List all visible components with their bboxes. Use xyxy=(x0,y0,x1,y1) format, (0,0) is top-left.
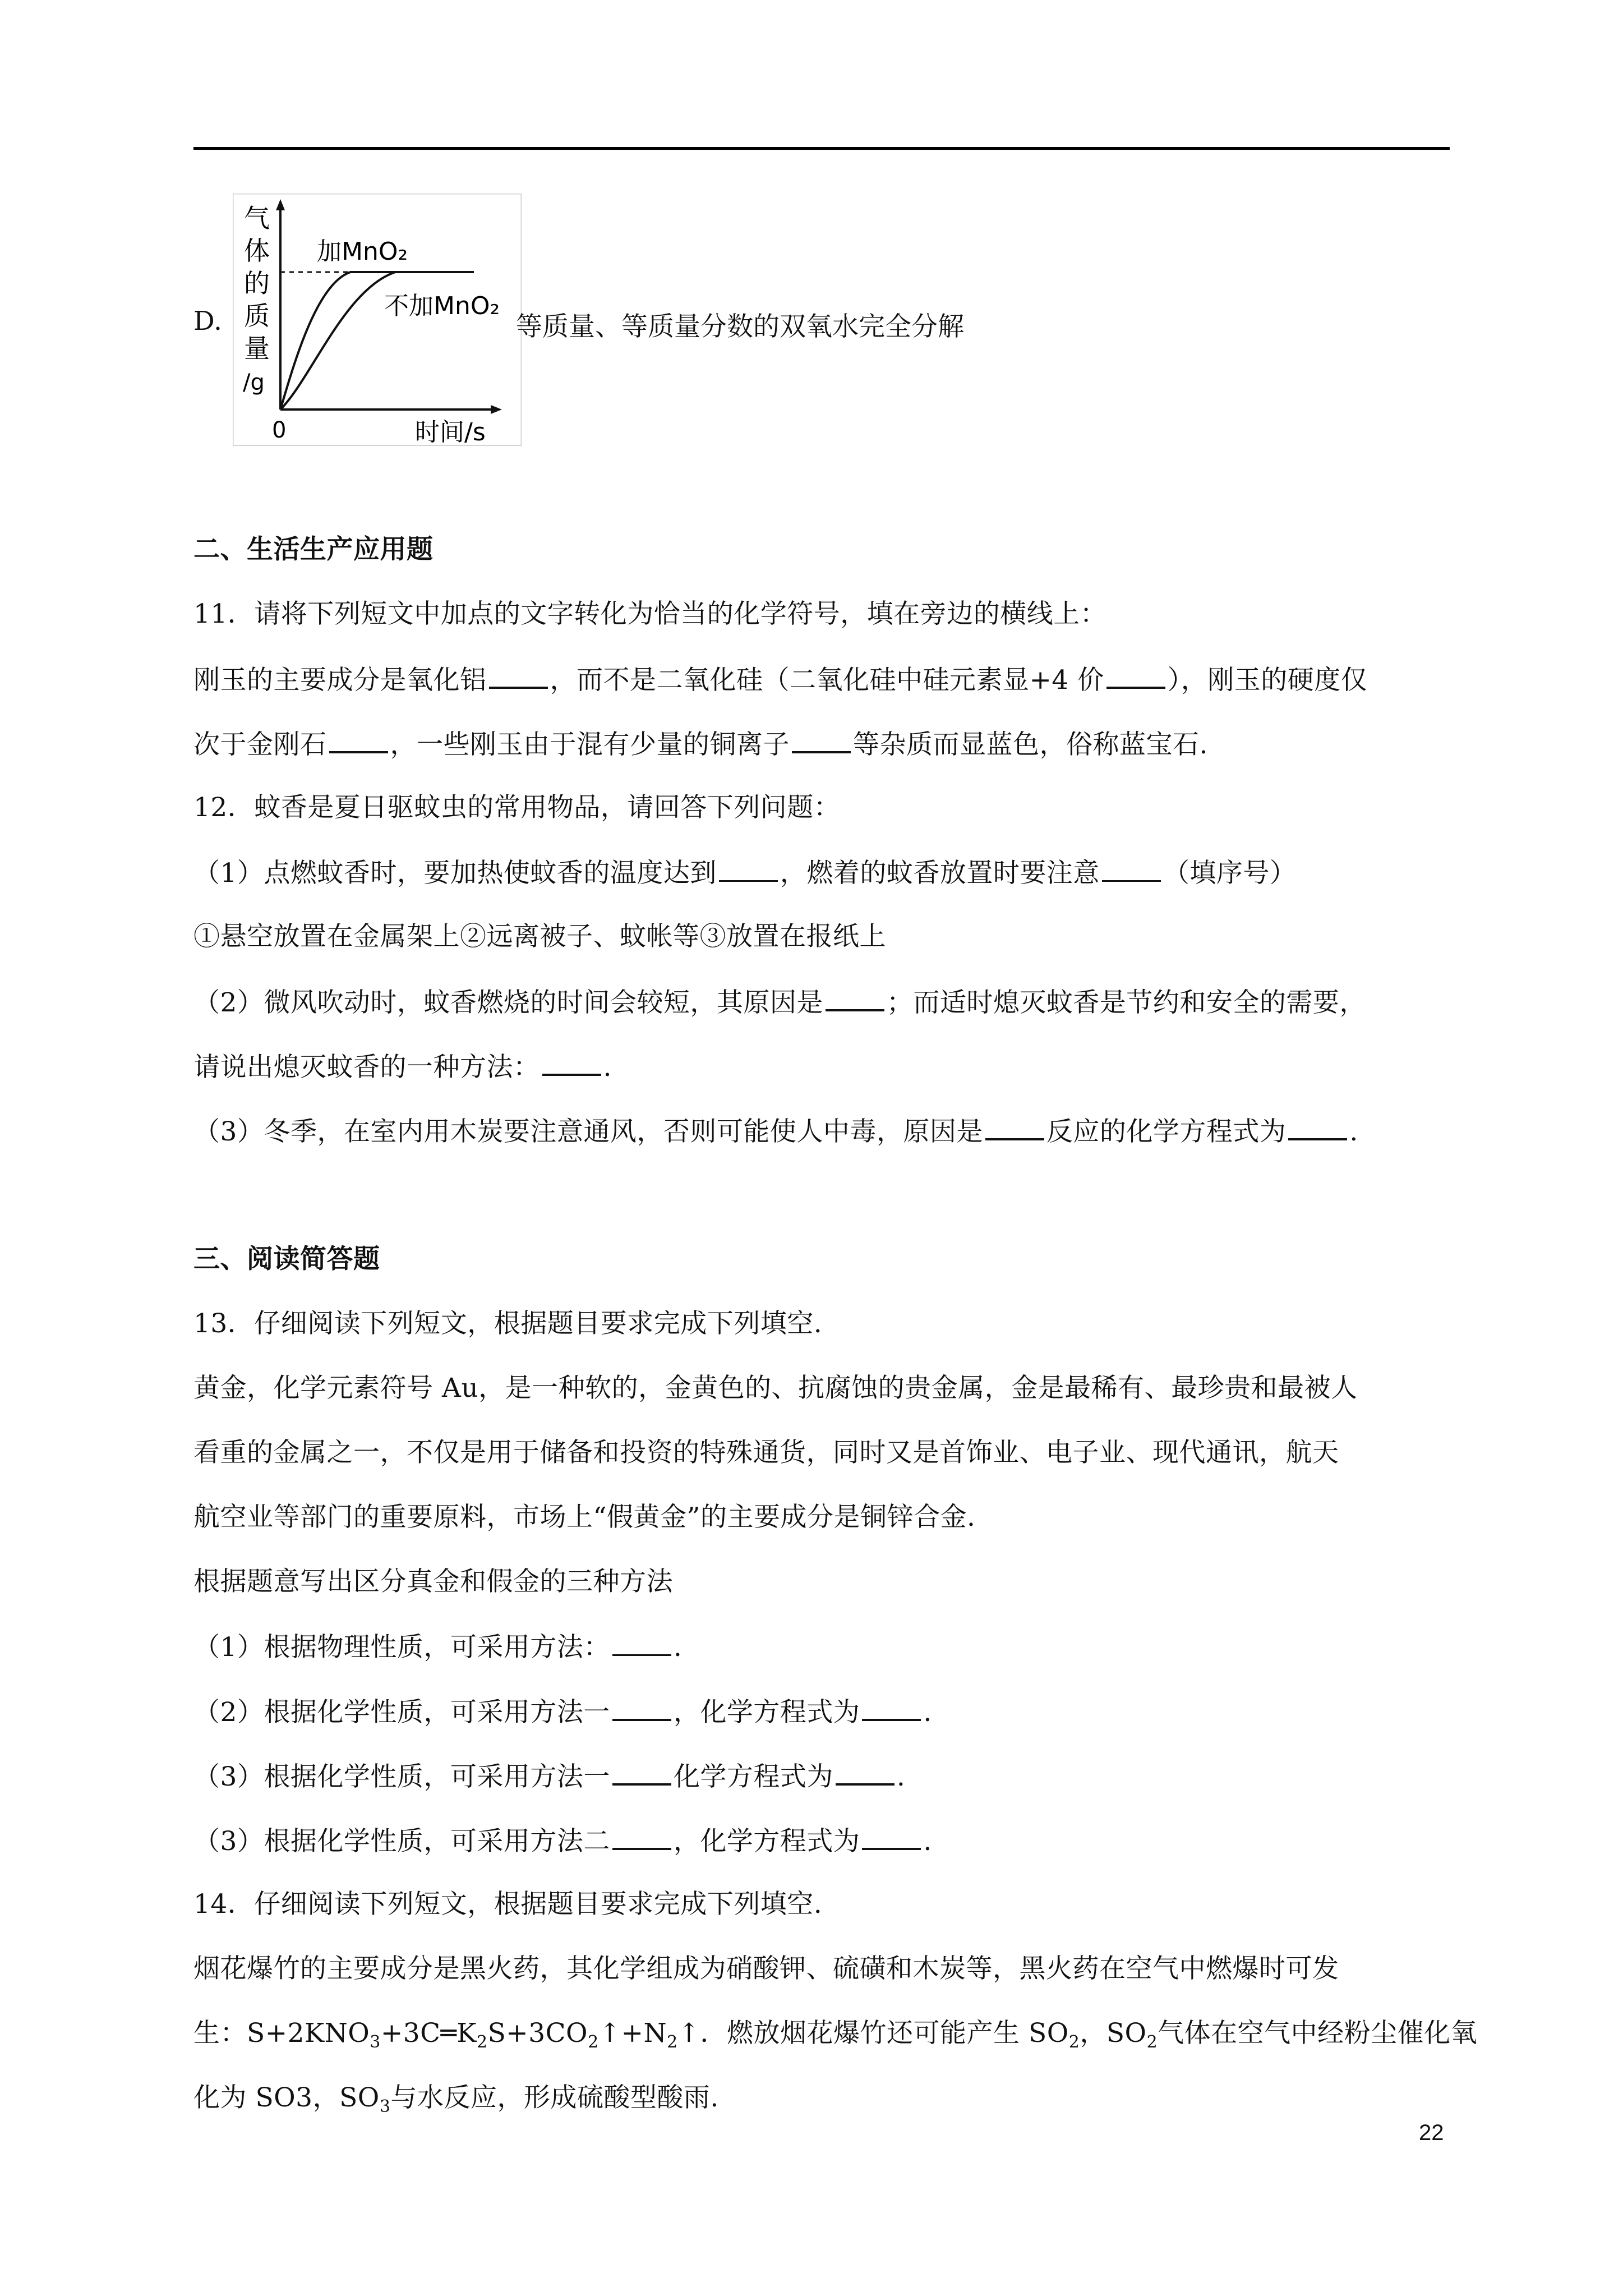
option-label: D. xyxy=(193,306,222,337)
y-label-char: 体 xyxy=(244,236,270,266)
answer-blank[interactable] xyxy=(862,1694,921,1721)
answer-blank[interactable] xyxy=(826,984,884,1011)
q11-line1: 刚玉的主要成分是氧化铝 ，而不是二氧化硅（二氧化硅中硅元素显+4 价 ），刚玉的硬度仅 xyxy=(193,662,1367,697)
q12-part2-cont: 请说出熄灭蚊香的一种方法： . xyxy=(193,1049,612,1084)
q13-text1: 黄金，化学元素符号 Au，是一种软的，金黄色的、抗腐蚀的贵金属，金是最稀有、最珍贵和最被人 xyxy=(193,1373,1358,1404)
q11-line2: 次于金刚石 ，一些刚玉由于混有少量的铜离子 等杂质而显蓝色，俗称蓝宝石. xyxy=(193,726,1208,762)
answer-blank[interactable] xyxy=(792,726,851,753)
answer-blank[interactable] xyxy=(612,1823,671,1850)
answer-blank[interactable] xyxy=(862,1823,921,1850)
answer-blank[interactable] xyxy=(1102,855,1161,882)
q11-prompt: 11．请将下列短文中加点的文字转化为恰当的化学符号，填在旁边的横线上： xyxy=(193,599,1107,629)
section2-heading: 二、生活生产应用题 xyxy=(193,534,434,565)
q12-part2: （2）微风吹动时，蚊香燃烧的时间会较短，其原因是 ；而适时熄灭蚊香是节约和安全的需要， xyxy=(193,984,1366,1020)
q13-method3: （3）根据化学性质，可采用方法一 化学方程式为 . xyxy=(193,1759,905,1794)
label-with-mno2: 加MnO₂ xyxy=(317,237,408,266)
answer-blank[interactable] xyxy=(612,1630,671,1656)
q13-method4: （3）根据化学性质，可采用方法二 ，化学方程式为 . xyxy=(193,1823,932,1858)
y-label-char: /g xyxy=(243,370,265,395)
q13-instruction: 根据题意写出区分真金和假金的三种方法 xyxy=(193,1566,673,1597)
q12-prompt: 12．蚊香是夏日驱蚊虫的常用物品，请回答下列问题： xyxy=(193,792,841,823)
answer-blank[interactable] xyxy=(1106,662,1165,689)
header-rule xyxy=(193,147,1450,150)
label-without-mno2: 不加MnO₂ xyxy=(384,292,500,320)
x-axis-label: 时间/s xyxy=(415,418,486,446)
answer-blank[interactable] xyxy=(612,1694,671,1721)
answer-blank[interactable] xyxy=(612,1759,671,1786)
q14-prompt: 14．仔细阅读下列短文，根据题目要求完成下列填空. xyxy=(193,1889,823,1920)
q12-part1: （1）点燃蚊香时，要加热使蚊香的温度达到 ，燃着的蚊香放置时要注意 （填序号） xyxy=(193,855,1296,890)
q14-last-line: 化为 SO3，$SO_3$与水反应，形成硫酸型酸雨. xyxy=(193,2082,719,2116)
y-label-char: 的 xyxy=(244,268,270,298)
origin-label: 0 xyxy=(272,417,287,443)
figure-caption: 等质量、等质量分数的双氧水完全分解 xyxy=(516,311,964,342)
q13-method1: （1）根据物理性质，可采用方法： . xyxy=(193,1630,682,1664)
q14-text1: 烟花爆竹的主要成分是黑火药，其化学组成为硝酸钾、硫磺和木炭等，黑火药在空气中燃爆时可发 xyxy=(193,1953,1339,1984)
q12-options: ①悬空放置在金属架上②远离被子、蚊帐等③放置在报纸上 xyxy=(193,921,886,952)
answer-blank[interactable] xyxy=(489,662,548,689)
gas-mass-time-graph xyxy=(233,194,522,446)
q14-equation-line: 生：$S+2KNO_3+3C═K_2S+3CO_2↑+N_2↑$．燃放烟花爆竹还可能产生 $SO_2$，$SO_2$气体在空气中经粉尘催化氧 xyxy=(193,2018,1478,2052)
answer-blank[interactable] xyxy=(542,1049,601,1076)
q13-method2: （2）根据化学性质，可采用方法一 ，化学方程式为 . xyxy=(193,1694,932,1729)
q13-text3: 航空业等部门的重要原料，市场上“假黄金”的主要成分是铜锌合金. xyxy=(193,1502,976,1533)
answer-blank[interactable] xyxy=(985,1114,1044,1140)
section3-heading: 三、阅读简答题 xyxy=(193,1244,380,1274)
q13-prompt: 13．仔细阅读下列短文，根据题目要求完成下列填空. xyxy=(193,1308,823,1339)
answer-blank[interactable] xyxy=(1288,1114,1347,1140)
answer-blank[interactable] xyxy=(836,1759,895,1786)
page-number: 22 xyxy=(1419,2120,1444,2145)
y-label-char: 气 xyxy=(244,203,270,233)
answer-blank[interactable] xyxy=(719,855,778,882)
q12-part3: （3）冬季，在室内用木炭要注意通风，否则可能使人中毒，原因是 反应的化学方程式为 . xyxy=(193,1114,1358,1149)
q13-text2: 看重的金属之一，不仅是用于储备和投资的特殊通货，同时又是首饰业、电子业、现代通讯，航天 xyxy=(193,1437,1339,1468)
answer-blank[interactable] xyxy=(329,726,388,753)
y-label-char: 量 xyxy=(244,333,270,364)
y-label-char: 质 xyxy=(244,301,270,331)
